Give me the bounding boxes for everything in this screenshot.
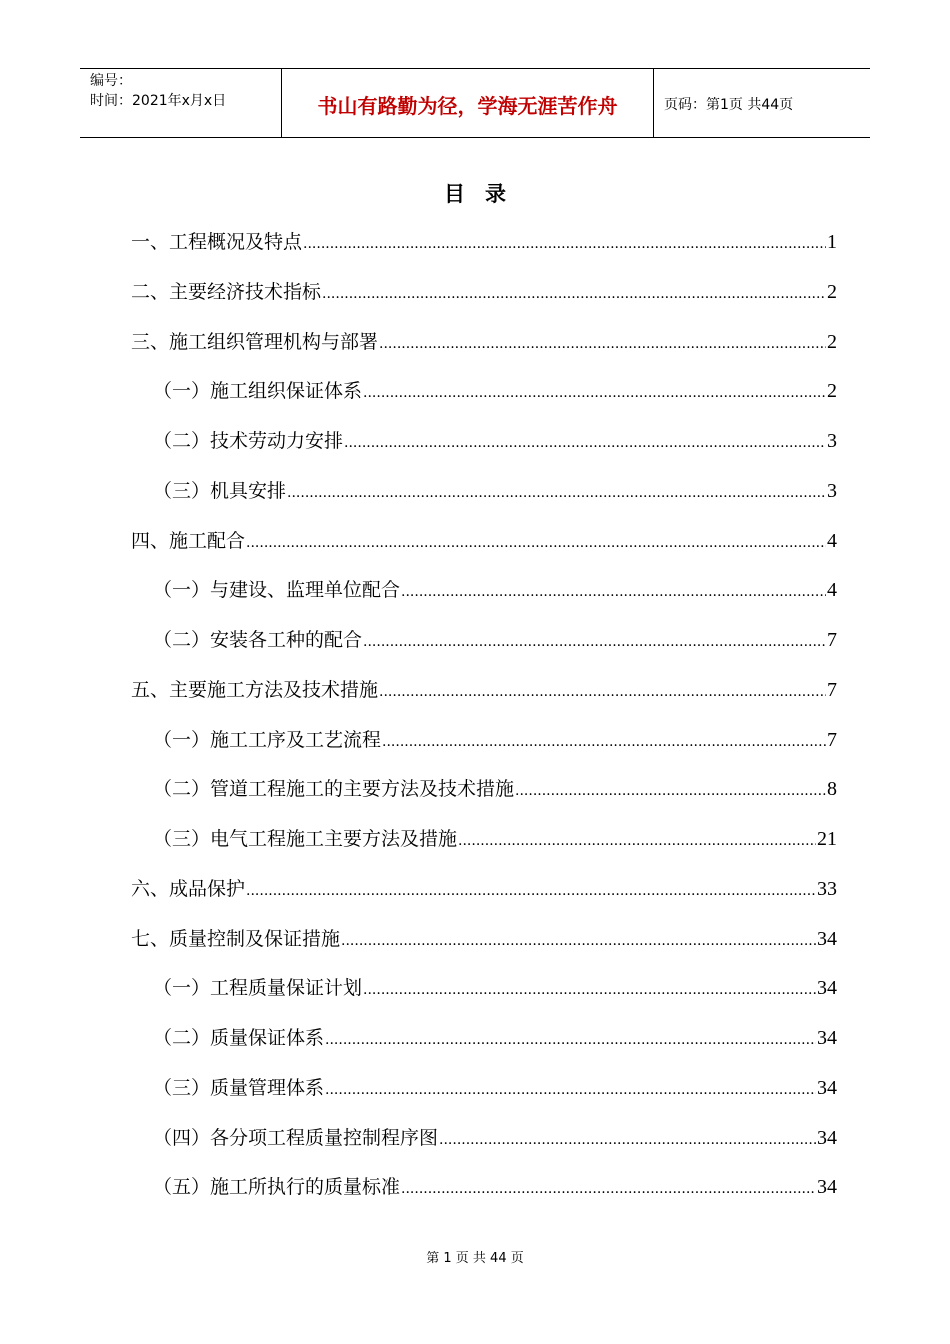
toc-entry-page: 7 xyxy=(827,678,837,701)
toc-entry-page: 34 xyxy=(817,1076,837,1099)
toc-entry[interactable] xyxy=(131,272,837,322)
toc-entry-page: 2 xyxy=(827,330,837,353)
toc-entry-text: （二）安装各工种的配合 xyxy=(153,629,363,651)
toc-entry-text: 五、主要施工方法及技术措施 xyxy=(131,678,379,701)
toc-entry-page: 3 xyxy=(827,430,837,452)
toc-leader xyxy=(246,523,826,563)
header-number: 编号： xyxy=(90,73,132,89)
toc-entry-page: 2 xyxy=(827,280,837,303)
toc-entry[interactable] xyxy=(131,1068,837,1118)
toc-leader xyxy=(379,672,826,712)
header-meta xyxy=(80,69,282,137)
toc-entry[interactable] xyxy=(131,570,837,620)
toc-entry-text: （一）施工工序及工艺流程 xyxy=(153,728,382,751)
toc-entry-text: （三）电气工程施工主要方法及措施 xyxy=(153,828,458,850)
toc-leader xyxy=(341,921,816,961)
toc-entry-page: 34 xyxy=(817,977,837,1000)
toc-entry-page: 34 xyxy=(817,927,837,950)
toc-leader xyxy=(325,1070,816,1110)
toc-entry-page: 1 xyxy=(827,231,837,253)
toc-entry[interactable] xyxy=(131,620,837,670)
toc-title: 目录 xyxy=(444,182,526,206)
toc-entry-text: 二、主要经济技术指标 xyxy=(131,280,322,303)
toc-entry[interactable] xyxy=(131,371,837,421)
toc-entry-page: 7 xyxy=(827,728,837,751)
toc-leader xyxy=(325,1020,816,1060)
toc-leader xyxy=(246,871,816,911)
toc-leader xyxy=(515,771,826,811)
toc-entry-page: 7 xyxy=(827,629,837,651)
toc-entry-page: 34 xyxy=(817,1027,837,1049)
toc-entry-page: 33 xyxy=(817,877,837,900)
toc-entry[interactable] xyxy=(131,1018,837,1068)
toc-entry[interactable] xyxy=(131,769,837,819)
toc-entry-text: 三、施工组织管理机构与部署 xyxy=(131,330,379,353)
toc-entry-page: 34 xyxy=(817,1126,837,1149)
toc-leader xyxy=(382,722,826,762)
toc-entry-page: 3 xyxy=(827,479,837,502)
toc-leader xyxy=(344,423,826,463)
toc-entry-text: （二）技术劳动力安排 xyxy=(153,430,344,452)
toc-entry[interactable] xyxy=(131,720,837,770)
toc-entry-text: 七、质量控制及保证措施 xyxy=(131,927,341,950)
toc-leader xyxy=(303,224,826,264)
toc-entry[interactable] xyxy=(131,322,837,372)
page-footer: 第 1 页 共 44 页 xyxy=(426,1251,524,1266)
toc-entry-text: （一）施工组织保证体系 xyxy=(153,380,363,403)
toc-entry[interactable] xyxy=(131,222,837,272)
toc-entry-page: 34 xyxy=(817,1176,837,1199)
toc-leader xyxy=(363,373,826,413)
toc-leader xyxy=(401,572,826,612)
toc-entry[interactable] xyxy=(131,521,837,571)
toc-leader xyxy=(287,473,826,513)
toc-entry[interactable] xyxy=(131,968,837,1018)
toc-entry-page: 8 xyxy=(827,778,837,801)
toc-entry[interactable] xyxy=(131,471,837,521)
toc-entry-text: 六、成品保护 xyxy=(131,877,246,900)
header-time: 时间：2021年x月x日 xyxy=(90,93,227,109)
table-of-contents xyxy=(131,222,837,1217)
toc-entry[interactable] xyxy=(131,670,837,720)
toc-leader xyxy=(322,274,826,314)
toc-entry[interactable] xyxy=(131,869,837,919)
page-header xyxy=(80,68,870,138)
header-motto: 书山有路勤为径，学海无涯苦作舟 xyxy=(282,69,654,137)
toc-entry[interactable] xyxy=(131,819,837,869)
toc-leader xyxy=(439,1120,816,1160)
toc-entry-page: 4 xyxy=(827,579,837,602)
toc-entry-page: 21 xyxy=(817,828,837,850)
toc-entry-text: （二）管道工程施工的主要方法及技术措施 xyxy=(153,778,515,801)
toc-leader xyxy=(401,1169,816,1209)
toc-entry-text: 一、工程概况及特点 xyxy=(131,231,303,253)
toc-entry[interactable] xyxy=(131,1118,837,1168)
toc-leader xyxy=(363,622,826,662)
toc-leader xyxy=(379,324,826,364)
toc-leader xyxy=(458,821,816,861)
toc-entry-text: （五）施工所执行的质量标准 xyxy=(153,1176,401,1199)
header-page-info: 页码：第1页 共44页 xyxy=(664,97,794,113)
toc-entry-text: （二）质量保证体系 xyxy=(153,1027,325,1049)
toc-entry-text: 四、施工配合 xyxy=(131,529,246,552)
toc-entry-text: （三）质量管理体系 xyxy=(153,1076,325,1099)
toc-leader xyxy=(363,970,816,1010)
toc-entry-text: （一）与建设、监理单位配合 xyxy=(153,579,401,602)
toc-entry[interactable] xyxy=(131,1167,837,1217)
toc-entry[interactable] xyxy=(131,919,837,969)
toc-entry[interactable] xyxy=(131,421,837,471)
toc-entry-page: 2 xyxy=(827,380,837,403)
toc-entry-text: （一）工程质量保证计划 xyxy=(153,977,363,1000)
toc-entry-page: 4 xyxy=(827,529,837,552)
toc-entry-text: （三）机具安排 xyxy=(153,479,287,502)
toc-entry-text: （四）各分项工程质量控制程序图 xyxy=(153,1126,439,1149)
